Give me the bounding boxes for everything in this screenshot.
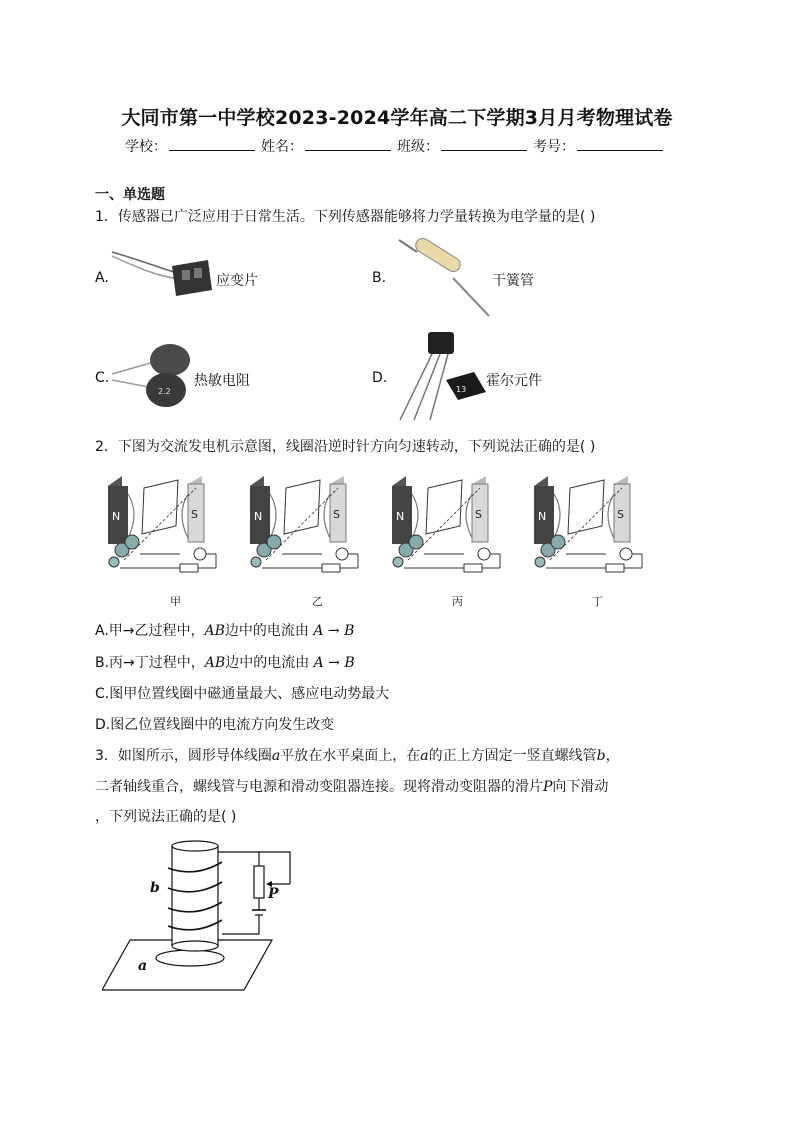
q3-var-p: P [543, 779, 553, 795]
q3-line-2 [95, 776, 608, 796]
student-info-line [125, 136, 669, 156]
class-label: 班级： [397, 139, 439, 155]
reed-switch-image [395, 236, 495, 322]
svg-text:13: 13 [456, 385, 467, 394]
q1-option-a-label: 应变片 [216, 273, 258, 289]
q3-line1-part-a: 3．如图所示，圆形导体线圈 [95, 748, 272, 764]
q1-stem: 1．传感器已广泛应用于日常生活。下列传感器能够将力学量转换为电学量的是( ) [95, 209, 596, 225]
q1-option-a-letter[interactable]: A. [95, 270, 109, 286]
q1-option-d-letter[interactable]: D. [372, 370, 388, 386]
caption-ding: 丁 [592, 595, 603, 608]
q3-line2-text: 二者轴线重合，螺线管与电源和滑动变阻器连接。现将滑动变阻器的滑片 [95, 779, 543, 795]
caption-bing: 丙 [452, 595, 463, 608]
exam-number-blank[interactable] [577, 138, 663, 151]
q3-line-1 [95, 745, 620, 765]
q2-option-a-math1: AB [204, 623, 225, 639]
q2-option-b-mid: 边中的电流由 [225, 655, 314, 671]
exam-number-label: 考号： [533, 139, 575, 155]
q2-option-b-math1: AB [204, 655, 226, 671]
q3-line1-part-b: 平放在水平桌面上，在 [280, 748, 421, 764]
class-blank[interactable] [441, 138, 527, 151]
q2-option-d[interactable]: D.图乙位置线圈中的电流方向发生改变 [95, 717, 335, 733]
caption-jia: 甲 [170, 595, 181, 608]
name-blank[interactable] [305, 138, 391, 151]
q1-option-b-letter[interactable]: B. [372, 270, 387, 286]
q3-var-a2: a [420, 748, 429, 764]
q2-option-a[interactable] [95, 620, 354, 640]
q2-option-b[interactable] [95, 652, 355, 672]
q1-option-b-label: 干簧管 [492, 273, 534, 289]
q1-option-c-letter[interactable]: C. [95, 370, 110, 386]
section-title: 一、单选题 [95, 187, 165, 203]
name-label: 姓名： [261, 139, 303, 155]
exam-title: 大同市第一中学校2023-2024学年高二下学期3月月考物理试卷 [121, 107, 673, 129]
q3-line-3: ，下列说法正确的是( ) [95, 809, 237, 825]
generator-diagrams [100, 466, 660, 594]
caption-yi: 乙 [312, 595, 323, 608]
slider-label-p: P [268, 886, 279, 902]
solenoid-label-b: b [150, 880, 160, 896]
q3-line1-part-d: ， [605, 748, 620, 764]
q3-line2-end: 向下滑动 [552, 779, 609, 795]
q2-option-c[interactable]: C.图甲位置线圈中磁通量最大、感应电动势最大 [95, 686, 390, 702]
svg-text:2.2: 2.2 [158, 387, 171, 396]
q1-option-d-label: 霍尔元件 [486, 373, 542, 389]
strain-gauge-image [110, 246, 220, 306]
q2-option-b-prefix: B.丙→丁过程中， [95, 655, 205, 671]
q2-option-a-prefix: A.甲→乙过程中， [95, 623, 205, 639]
hall-element-image [390, 328, 490, 424]
q2-option-a-mid: 边中的电流由 [224, 623, 314, 639]
q2-option-a-math2: A → B [313, 623, 355, 639]
q2-stem: 2．下图为交流发电机示意图，线圈沿逆时针方向匀速转动，下列说法正确的是( ) [95, 439, 596, 455]
solenoid-diagram [102, 838, 292, 996]
q3-var-a: a [271, 748, 281, 764]
q2-option-b-math2: A → B [313, 655, 355, 671]
school-label: 学校： [125, 139, 167, 155]
q3-line1-part-c: 的正上方固定一竖直螺线管 [428, 748, 597, 764]
school-blank[interactable] [169, 138, 255, 151]
q3-var-b: b [596, 748, 606, 764]
q1-option-c-label: 热敏电阻 [194, 373, 250, 389]
thermistor-image [110, 340, 200, 412]
coil-label-a: a [138, 958, 148, 974]
